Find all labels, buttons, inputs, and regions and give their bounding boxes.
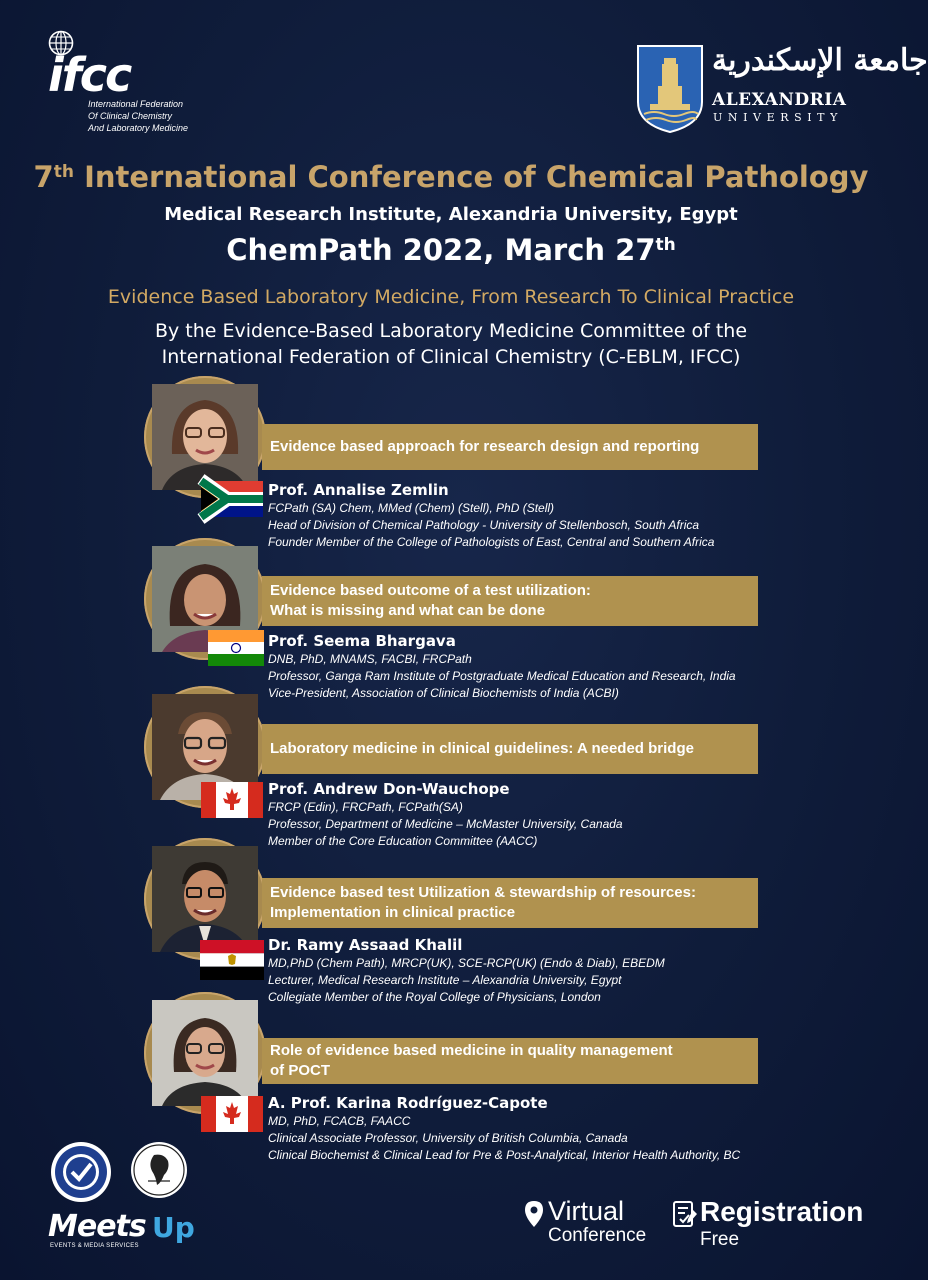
speaker-credentials: FRCP (Edin), FRCPath, FCPath(SA) <box>268 800 463 814</box>
conference-theme: Evidence Based Laboratory Medicine, From Research To Clinical Practice <box>107 286 795 308</box>
talk-title-banner <box>262 576 758 626</box>
india-flag-icon <box>208 630 264 666</box>
speaker-position: Lecturer, Medical Research Institute – Alexandria University, Egypt <box>268 973 622 987</box>
talk-title: Evidence based approach for research design and reporting <box>270 438 700 455</box>
speaker-credentials: MD,PhD (Chem Path), MRCP(UK), SCE-RCP(UK) (Endo & Diab), EBEDM <box>268 956 665 970</box>
speaker-photo <box>152 846 258 952</box>
speaker-position: Head of Division of Chemical Pathology - University of Stellenbosch, South Africa <box>268 518 700 532</box>
ifcc-line-2: Of Clinical Chemistry <box>88 111 173 121</box>
speaker-name: Prof. Seema Bhargava <box>268 632 456 650</box>
talk-title-banner <box>262 724 758 774</box>
talk-title-banner <box>262 878 758 928</box>
speaker-card <box>0 686 902 846</box>
speaker-card <box>0 838 902 1004</box>
speaker-name: Prof. Andrew Don-Wauchope <box>268 780 510 798</box>
talk-title: Laboratory medicine in clinical guidelines: A needed bridge <box>270 740 694 757</box>
alexandria-university-label: UNIVERSITY <box>713 111 843 124</box>
meets-tagline: EVENTS & MEDIA SERVICES <box>50 1243 139 1249</box>
egypt-flag-icon <box>200 940 264 980</box>
virtual-label: Virtual <box>548 1196 625 1226</box>
organizer-line <box>0 318 902 370</box>
speaker-photo <box>152 384 258 490</box>
canada-flag-icon <box>201 782 263 818</box>
talk-title-banner <box>262 1038 758 1084</box>
talk-title-banner <box>262 424 758 470</box>
conference-name: International Conference of Chemical Pathology <box>73 160 869 194</box>
talk-title-line-1: Evidence based test Utilization & stewardship of resources: <box>270 884 696 901</box>
alexandria-name: ALEXANDRIA <box>712 90 847 110</box>
talk-title-line-2: Implementation in clinical practice <box>270 904 516 921</box>
conference-ordinal-suffix: th <box>53 162 74 182</box>
speaker-affiliation: Vice-President, Association of Clinical Biochemists of India (ACBI) <box>268 686 619 700</box>
africa-society-seal-logo <box>130 1141 188 1199</box>
speaker-card <box>0 376 902 549</box>
registration-label: Registration <box>700 1196 864 1227</box>
speaker-credentials: FCPath (SA) Chem, MMed (Chem) (Stell), PhD (Stell) <box>268 501 555 515</box>
speaker-card <box>0 992 902 1162</box>
conference-venue: Medical Research Institute, Alexandria University, Egypt <box>164 204 738 225</box>
speaker-name: A. Prof. Karina Rodríguez-Capote <box>268 1094 548 1112</box>
conference-label: Conference <box>548 1225 647 1246</box>
talk-title-line-1: Role of evidence based medicine in quality management <box>270 1042 673 1059</box>
talk-title-line-2: of POCT <box>270 1062 330 1079</box>
speaker-credentials: DNB, PhD, MNAMS, FACBI, FRCPath <box>268 652 472 666</box>
ifcc-line-1: International Federation <box>88 99 184 109</box>
speaker-affiliation: Member of the Core Education Committee (AACC) <box>268 834 538 848</box>
speaker-name: Dr. Ramy Assaad Khalil <box>268 936 463 954</box>
date-main: ChemPath 2022, March 27 <box>226 233 656 267</box>
meets-logo: Meets <box>48 1209 146 1244</box>
free-label: Free <box>700 1229 740 1250</box>
ifcc-line-3: And Laboratory Medicine <box>88 123 189 133</box>
south-africa-flag-icon <box>201 481 263 517</box>
date-suffix: th <box>655 235 676 255</box>
alexandria-arabic-name: جامعة الإسكندرية <box>712 43 928 78</box>
alexandria-shield-logo <box>636 44 704 134</box>
speaker-position: Professor, Ganga Ram Institute of Postgraduate Medical Education and Research, India <box>268 669 736 683</box>
speaker-affiliation: Clinical Biochemist & Clinical Lead for Pre & Post-Analytical, Interior Health Authority, BC <box>268 1148 741 1162</box>
talk-title-line-1: Evidence based outcome of a test utilization: <box>270 582 591 599</box>
speaker-credentials: MD, PhD, FCACB, FAACC <box>268 1114 411 1128</box>
talk-title-line-2: What is missing and what can be done <box>270 602 546 619</box>
society-seal-logo <box>50 1141 112 1203</box>
speaker-position: Clinical Associate Professor, University of British Columbia, Canada <box>268 1131 628 1145</box>
location-pin-icon <box>524 1200 544 1228</box>
organizer-line-2: International Federation of Clinical Chemistry (C-EBLM, IFCC) <box>161 346 741 368</box>
registration-form-icon <box>672 1200 698 1228</box>
speaker-affiliation: Founder Member of the College of Pathologists of East, Central and Southern Africa <box>268 535 715 549</box>
conference-title <box>0 160 902 194</box>
organizer-line-1: By the Evidence-Based Laboratory Medicine Committee of the <box>154 320 748 342</box>
ifcc-full-name <box>88 98 188 134</box>
canada-flag-icon <box>201 1096 263 1132</box>
speaker-name: Prof. Annalise Zemlin <box>268 481 449 499</box>
ifcc-logo: ifcc <box>48 48 131 102</box>
speaker-position: Professor, Department of Medicine – McMaster University, Canada <box>268 817 623 831</box>
conference-ordinal: 7 <box>33 160 54 194</box>
meets-up-logo: Up <box>152 1211 195 1244</box>
speaker-photo <box>152 1000 258 1106</box>
speaker-card <box>0 538 902 698</box>
speaker-affiliation: Collegiate Member of the Royal College of Physicians, London <box>268 990 601 1004</box>
conference-date <box>0 233 902 267</box>
